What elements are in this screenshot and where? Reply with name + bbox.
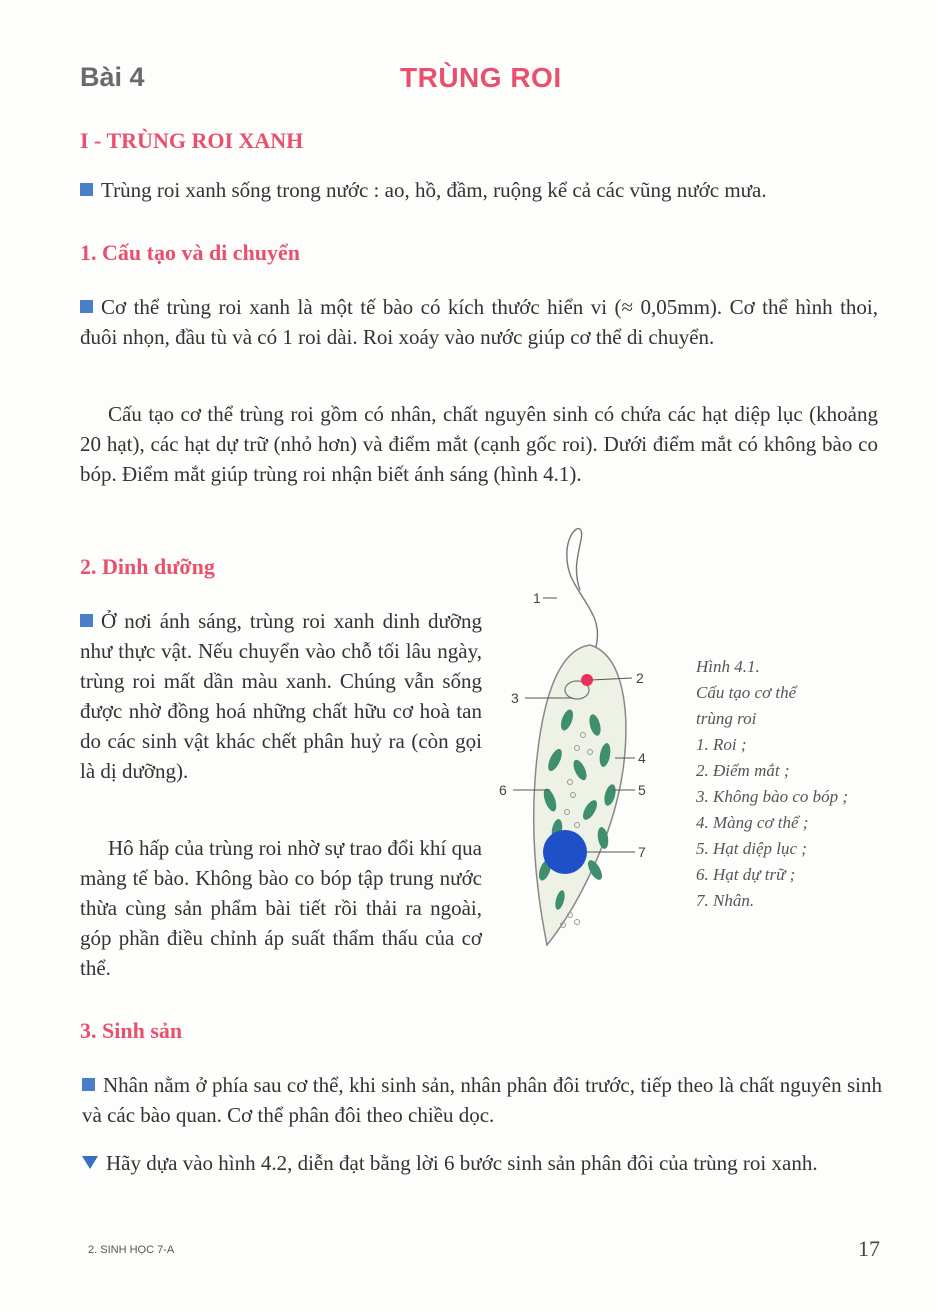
subsection-heading-structure: 1. Cấu tạo và di chuyển — [80, 240, 301, 265]
caption-title: Hình 4.1. — [696, 657, 760, 676]
page-number: 17 — [858, 1236, 880, 1261]
caption-item: 2. Điểm mắt ; — [696, 761, 790, 780]
triangle-bullet-icon — [82, 1156, 98, 1169]
structure-paragraph-2: Cấu tạo cơ thể trùng roi gồm có nhân, chất nguyên sinh có chứa các hạt diệp lục (khoảng 20 hạt), các hạt dự trữ (nhỏ hơn) và điểm mắt (cạnh gốc roi). Dưới điểm mắt có không bào co bóp. Điểm mắt giúp trùng roi nhận biết ánh sáng (hình 4.1). — [80, 402, 878, 486]
structure-paragraph-1 — [80, 292, 878, 352]
caption-item: 3. Không bào co bóp ; — [696, 787, 849, 806]
nucleus — [543, 830, 587, 874]
square-bullet-icon — [82, 1078, 95, 1091]
subsection-heading-reproduction: 3. Sinh sản — [80, 1018, 183, 1043]
label-5: 5 — [638, 782, 646, 798]
section-heading: I - TRÙNG ROI XANH — [80, 128, 304, 153]
label-2: 2 — [636, 670, 644, 686]
intro-text: Trùng roi xanh sống trong nước : ao, hồ, đầm, ruộng kể cả các vũng nước mưa. — [101, 178, 767, 202]
intro-paragraph — [80, 175, 880, 205]
nutrition-text-1: Ở nơi ánh sáng, trùng roi xanh dinh dưỡng như thực vật. Nếu chuyển vào chỗ tối lâu ngày, trùng roi mất dần màu xanh. Chúng vẫn sống được nhờ đồng hoá những chất hữu cơ hoà tan do các sinh vật khác chết phân huỷ ra (còn gọi là dị dưỡng). — [80, 609, 482, 783]
lesson-title: TRÙNG ROI — [400, 62, 562, 93]
nutrition-paragraph-1 — [80, 606, 482, 786]
reproduction-text: Nhân nằm ở phía sau cơ thể, khi sinh sản, nhân phân đôi trước, tiếp theo là chất nguyên sinh và các bào quan. Cơ thể phân đôi theo chiều dọc. — [82, 1073, 882, 1127]
task-paragraph — [82, 1148, 882, 1178]
caption-item: 7. Nhân. — [696, 891, 755, 910]
euglena-diagram — [495, 520, 695, 950]
nutrition-paragraph-2: Hô hấp của trùng roi nhờ sự trao đổi khí qua màng tế bào. Không bào co bóp tập trung nước thừa cùng sản phẩm bài tiết rồi thải ra ngoài, góp phần điều chỉnh áp suất thẩm thấu của cơ thể. — [80, 836, 482, 980]
structure-text-1: Cơ thể trùng roi xanh là một tế bào có kích thước hiển vi (≈ 0,05mm). Cơ thể hình thoi, đuôi nhọn, đầu tù và có 1 roi dài. Roi xoáy vào nước giúp cơ thể di chuyển. — [80, 295, 878, 349]
square-bullet-icon — [80, 300, 93, 313]
label-4: 4 — [638, 750, 646, 766]
square-bullet-icon — [80, 614, 93, 627]
label-1: 1 — [533, 590, 541, 606]
lesson-number: Bài 4 — [80, 62, 145, 92]
caption-item: 1. Roi ; — [696, 735, 747, 754]
footer-book-label: 2. SINH HỌC 7-A — [88, 1244, 175, 1256]
caption-item: 4. Màng cơ thể ; — [696, 813, 809, 832]
task-text: Hãy dựa vào hình 4.2, diễn đạt bằng lời 6 bước sinh sản phân đôi của trùng roi xanh. — [106, 1151, 818, 1175]
subsection-heading-nutrition: 2. Dinh dưỡng — [80, 554, 215, 579]
caption-item: 6. Hạt dự trữ ; — [696, 865, 796, 884]
caption-item: 5. Hạt diệp lục ; — [696, 839, 807, 858]
label-6: 6 — [499, 782, 507, 798]
square-bullet-icon — [80, 183, 93, 196]
figure-caption — [696, 654, 848, 914]
reproduction-paragraph — [82, 1070, 882, 1130]
label-3: 3 — [511, 690, 519, 706]
caption-subtitle-2: trùng roi — [696, 709, 757, 728]
label-7: 7 — [638, 844, 646, 860]
caption-subtitle-1: Cấu tạo cơ thể — [696, 683, 797, 702]
